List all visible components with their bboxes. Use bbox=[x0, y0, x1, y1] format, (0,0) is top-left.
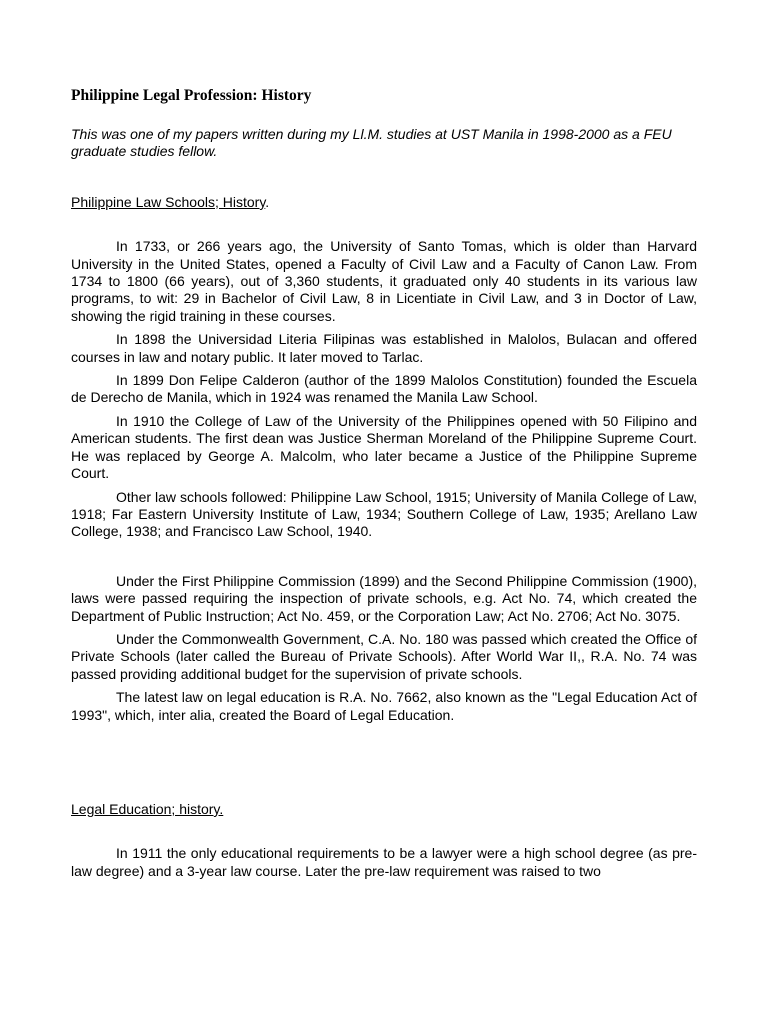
paragraph: Other law schools followed: Philippine Law School, 1915; University of Manila College of Law, 1918; Far Eastern University Institute of Law, 1934; Southern College of Law, 1935; Arellano Law College, 1938; and Francisco Law School, 1940. bbox=[71, 488, 697, 540]
paragraph: In 1733, or 266 years ago, the University of Santo Tomas, which is older than Harvard University in the United States, opened a Faculty of Civil Law and a Faculty of Canon Law. From 1734 to 1800 (66 years), out of 3,360 students, it graduated only 40 students in its various law programs, to wit: 29 in Bachelor of Civil Law, 8 in Licentiate in Civil Law, and 3 in Doctor of Law, showing the rigid training in these courses. bbox=[71, 238, 697, 324]
intro-note: This was one of my papers written during my Ll.M. studies at UST Manila in 1998-2000 as a FEU graduate studies fellow. bbox=[71, 126, 672, 160]
section-heading-law-schools bbox=[71, 194, 697, 211]
paragraph: The latest law on legal education is R.A. No. 7662, also known as the "Legal Education Act of 1993", which, inter alia, created the Board of Legal Education. bbox=[71, 689, 697, 723]
document-title: Philippine Legal Profession: History bbox=[71, 87, 312, 104]
document-page bbox=[71, 86, 697, 886]
section-heading-legal-education-text: Legal Education; history. bbox=[71, 800, 224, 817]
paragraph: Under the Commonwealth Government, C.A. No. 180 was passed which created the Office of Private Schools (later called the Bureau of Private Schools). After World War II,, R.A. No. 74 was passed providing additional budget for the supervision of private schools. bbox=[71, 630, 697, 682]
paragraph: Under the First Philippine Commission (1899) and the Second Philippine Commission (1900), laws were passed requiring the inspection of private schools, e.g. Act No. 74, which created the Department of Public Instruction; Act No. 459, or the Corporation Law; Act No. 2706; Act No. 3075. bbox=[71, 572, 697, 624]
paragraph: In 1898 the Universidad Literia Filipinas was established in Malolos, Bulacan and offered courses in law and notary public. It later moved to Tarlac. bbox=[71, 331, 697, 365]
paragraph: In 1910 the College of Law of the University of the Philippines opened with 50 Filipino and American students. The first dean was Justice Sherman Moreland of the Philippine Supreme Court. He was replaced by George A. Malcolm, who later became a Justice of the Philippine Supreme Court. bbox=[71, 412, 697, 482]
paragraph: In 1911 the only educational requirements to be a lawyer were a high school degree (as pre-law degree) and a 3-year law course. Later the pre-law requirement was raised to two bbox=[71, 845, 697, 879]
section-heading-legal-education bbox=[71, 801, 697, 818]
paragraph: In 1899 Don Felipe Calderon (author of the 1899 Malolos Constitution) founded the Escuela de Derecho de Manila, which in 1924 was renamed the Manila Law School. bbox=[71, 372, 697, 406]
section-heading-period: . bbox=[265, 193, 270, 210]
section-heading-law-schools-text: Philippine Law Schools; History bbox=[71, 193, 266, 210]
